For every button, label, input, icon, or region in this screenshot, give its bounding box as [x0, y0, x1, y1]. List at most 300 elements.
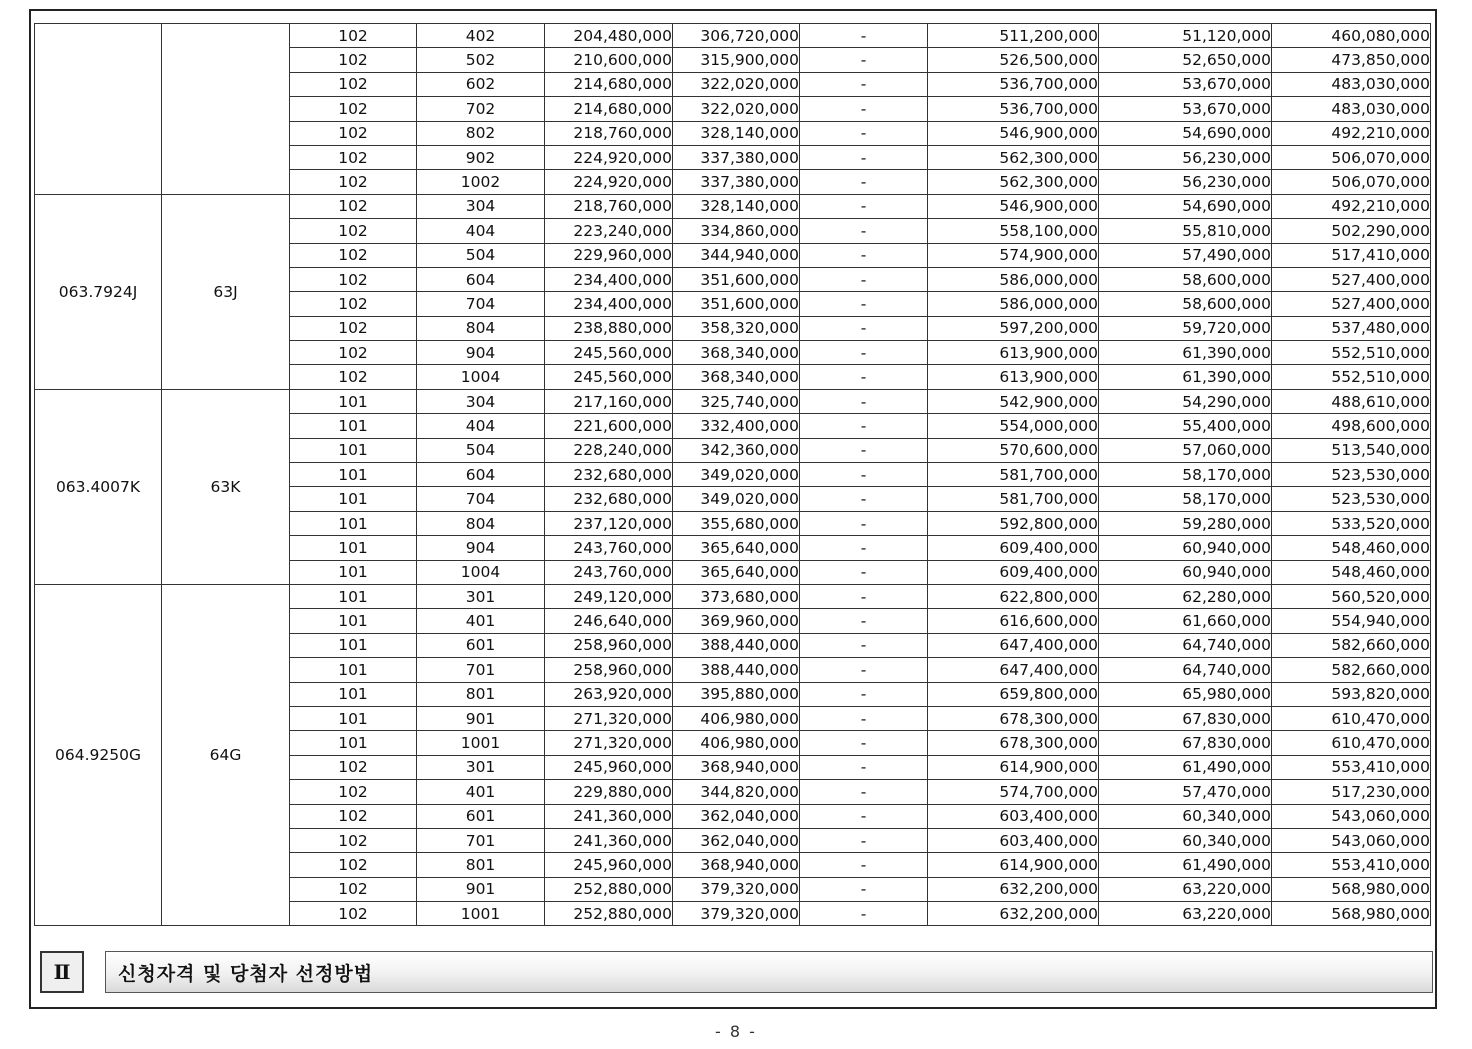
building-cell: 322,020,000 — [673, 72, 800, 96]
dong-cell: 102 — [290, 853, 417, 877]
balance-cell: 483,030,000 — [1272, 97, 1431, 121]
option-cell: - — [800, 804, 928, 828]
dong-cell: 101 — [290, 658, 417, 682]
total-cell: 574,900,000 — [928, 243, 1099, 267]
land-cell: 249,120,000 — [545, 584, 673, 608]
deposit-cell: 61,390,000 — [1099, 365, 1272, 389]
land-cell: 271,320,000 — [545, 731, 673, 755]
building-cell: 365,640,000 — [673, 560, 800, 584]
deposit-cell: 61,490,000 — [1099, 853, 1272, 877]
option-cell: - — [800, 584, 928, 608]
option-cell: - — [800, 24, 928, 48]
building-cell: 368,340,000 — [673, 365, 800, 389]
deposit-cell: 61,390,000 — [1099, 341, 1272, 365]
balance-cell: 523,530,000 — [1272, 463, 1431, 487]
land-cell: 237,120,000 — [545, 511, 673, 535]
building-cell: 351,600,000 — [673, 292, 800, 316]
land-cell: 243,760,000 — [545, 536, 673, 560]
section-number: Ⅱ — [40, 951, 84, 993]
building-cell: 349,020,000 — [673, 487, 800, 511]
dong-cell: 102 — [290, 24, 417, 48]
land-cell: 245,960,000 — [545, 853, 673, 877]
total-cell: 536,700,000 — [928, 72, 1099, 96]
deposit-cell: 55,400,000 — [1099, 414, 1272, 438]
option-cell: - — [800, 536, 928, 560]
total-cell: 554,000,000 — [928, 414, 1099, 438]
option-cell: - — [800, 243, 928, 267]
land-cell: 245,560,000 — [545, 365, 673, 389]
balance-cell: 582,660,000 — [1272, 658, 1431, 682]
ho-cell: 1004 — [417, 560, 545, 584]
building-cell: 362,040,000 — [673, 828, 800, 852]
ho-cell: 801 — [417, 853, 545, 877]
ho-cell: 704 — [417, 292, 545, 316]
land-cell: 263,920,000 — [545, 682, 673, 706]
option-cell: - — [800, 658, 928, 682]
dong-cell: 102 — [290, 145, 417, 169]
deposit-cell: 58,600,000 — [1099, 267, 1272, 291]
land-cell: 252,880,000 — [545, 902, 673, 926]
ho-cell: 701 — [417, 658, 545, 682]
page-frame — [29, 9, 1437, 1009]
option-cell: - — [800, 828, 928, 852]
balance-cell: 548,460,000 — [1272, 560, 1431, 584]
dong-cell: 101 — [290, 511, 417, 535]
total-cell: 542,900,000 — [928, 389, 1099, 413]
option-cell: - — [800, 487, 928, 511]
building-cell: 369,960,000 — [673, 609, 800, 633]
land-cell: 252,880,000 — [545, 877, 673, 901]
option-cell: - — [800, 755, 928, 779]
dong-cell: 102 — [290, 243, 417, 267]
option-cell: - — [800, 706, 928, 730]
deposit-cell: 63,220,000 — [1099, 902, 1272, 926]
total-cell: 622,800,000 — [928, 584, 1099, 608]
total-cell: 659,800,000 — [928, 682, 1099, 706]
deposit-cell: 53,670,000 — [1099, 97, 1272, 121]
ho-cell: 801 — [417, 682, 545, 706]
type-cell: 63J — [162, 194, 290, 389]
deposit-cell: 64,740,000 — [1099, 633, 1272, 657]
option-cell: - — [800, 316, 928, 340]
balance-cell: 568,980,000 — [1272, 877, 1431, 901]
ho-cell: 904 — [417, 341, 545, 365]
deposit-cell: 59,280,000 — [1099, 511, 1272, 535]
deposit-cell: 67,830,000 — [1099, 731, 1272, 755]
price-table-body — [35, 24, 1431, 926]
ho-cell: 804 — [417, 511, 545, 535]
deposit-cell: 57,470,000 — [1099, 780, 1272, 804]
total-cell: 546,900,000 — [928, 121, 1099, 145]
dong-cell: 102 — [290, 219, 417, 243]
dong-cell: 102 — [290, 97, 417, 121]
dong-cell: 101 — [290, 438, 417, 462]
ho-cell: 404 — [417, 414, 545, 438]
section-title: 신청자격 및 당첨자 선정방법 — [105, 951, 1433, 993]
dong-cell: 102 — [290, 902, 417, 926]
dong-cell: 101 — [290, 487, 417, 511]
dong-cell: 101 — [290, 389, 417, 413]
deposit-cell: 63,220,000 — [1099, 877, 1272, 901]
total-cell: 609,400,000 — [928, 536, 1099, 560]
table-row — [35, 194, 1431, 218]
deposit-cell: 59,720,000 — [1099, 316, 1272, 340]
deposit-cell: 62,280,000 — [1099, 584, 1272, 608]
ho-cell: 802 — [417, 121, 545, 145]
dong-cell: 102 — [290, 292, 417, 316]
option-cell: - — [800, 219, 928, 243]
land-cell: 245,960,000 — [545, 755, 673, 779]
option-cell: - — [800, 902, 928, 926]
balance-cell: 593,820,000 — [1272, 682, 1431, 706]
total-cell: 586,000,000 — [928, 267, 1099, 291]
deposit-cell: 58,600,000 — [1099, 292, 1272, 316]
ho-cell: 601 — [417, 633, 545, 657]
deposit-cell: 58,170,000 — [1099, 463, 1272, 487]
building-cell: 358,320,000 — [673, 316, 800, 340]
total-cell: 536,700,000 — [928, 97, 1099, 121]
ho-cell: 602 — [417, 72, 545, 96]
ho-cell: 401 — [417, 780, 545, 804]
ho-cell: 901 — [417, 877, 545, 901]
ho-cell: 401 — [417, 609, 545, 633]
option-cell: - — [800, 853, 928, 877]
dong-cell: 101 — [290, 609, 417, 633]
land-cell: 229,880,000 — [545, 780, 673, 804]
land-cell: 218,760,000 — [545, 121, 673, 145]
total-cell: 562,300,000 — [928, 170, 1099, 194]
dong-cell: 101 — [290, 706, 417, 730]
building-cell: 368,940,000 — [673, 755, 800, 779]
building-cell: 355,680,000 — [673, 511, 800, 535]
building-cell: 328,140,000 — [673, 121, 800, 145]
option-cell: - — [800, 609, 928, 633]
balance-cell: 498,600,000 — [1272, 414, 1431, 438]
building-cell: 328,140,000 — [673, 194, 800, 218]
dong-cell: 101 — [290, 633, 417, 657]
dong-cell: 102 — [290, 316, 417, 340]
balance-cell: 568,980,000 — [1272, 902, 1431, 926]
total-cell: 597,200,000 — [928, 316, 1099, 340]
building-cell: 388,440,000 — [673, 633, 800, 657]
balance-cell: 523,530,000 — [1272, 487, 1431, 511]
dong-cell: 102 — [290, 755, 417, 779]
land-cell: 234,400,000 — [545, 292, 673, 316]
building-cell: 362,040,000 — [673, 804, 800, 828]
balance-cell: 553,410,000 — [1272, 853, 1431, 877]
deposit-cell: 58,170,000 — [1099, 487, 1272, 511]
ho-cell: 504 — [417, 438, 545, 462]
dong-cell: 102 — [290, 121, 417, 145]
building-cell: 337,380,000 — [673, 170, 800, 194]
land-cell: 258,960,000 — [545, 658, 673, 682]
balance-cell: 517,410,000 — [1272, 243, 1431, 267]
dong-cell: 102 — [290, 72, 417, 96]
total-cell: 581,700,000 — [928, 463, 1099, 487]
land-cell: 238,880,000 — [545, 316, 673, 340]
balance-cell: 488,610,000 — [1272, 389, 1431, 413]
table-row — [35, 24, 1431, 48]
total-cell: 647,400,000 — [928, 633, 1099, 657]
option-cell: - — [800, 414, 928, 438]
price-table — [34, 23, 1431, 926]
total-cell: 609,400,000 — [928, 560, 1099, 584]
balance-cell: 506,070,000 — [1272, 145, 1431, 169]
building-cell: 322,020,000 — [673, 97, 800, 121]
total-cell: 616,600,000 — [928, 609, 1099, 633]
ho-cell: 901 — [417, 706, 545, 730]
option-cell: - — [800, 511, 928, 535]
dong-cell: 102 — [290, 48, 417, 72]
total-cell: 562,300,000 — [928, 145, 1099, 169]
dong-cell: 102 — [290, 170, 417, 194]
ho-cell: 702 — [417, 97, 545, 121]
land-cell: 232,680,000 — [545, 487, 673, 511]
option-cell: - — [800, 170, 928, 194]
deposit-cell: 60,340,000 — [1099, 828, 1272, 852]
option-cell: - — [800, 145, 928, 169]
building-cell: 332,400,000 — [673, 414, 800, 438]
dong-cell: 102 — [290, 194, 417, 218]
building-cell: 388,440,000 — [673, 658, 800, 682]
dong-cell: 101 — [290, 463, 417, 487]
building-cell: 406,980,000 — [673, 706, 800, 730]
ho-cell: 902 — [417, 145, 545, 169]
land-cell: 204,480,000 — [545, 24, 673, 48]
deposit-cell: 64,740,000 — [1099, 658, 1272, 682]
total-cell: 678,300,000 — [928, 731, 1099, 755]
deposit-cell: 65,980,000 — [1099, 682, 1272, 706]
ho-cell: 704 — [417, 487, 545, 511]
total-cell: 678,300,000 — [928, 706, 1099, 730]
balance-cell: 610,470,000 — [1272, 706, 1431, 730]
total-cell: 603,400,000 — [928, 804, 1099, 828]
total-cell: 647,400,000 — [928, 658, 1099, 682]
balance-cell: 517,230,000 — [1272, 780, 1431, 804]
land-cell: 214,680,000 — [545, 97, 673, 121]
balance-cell: 548,460,000 — [1272, 536, 1431, 560]
dong-cell: 102 — [290, 341, 417, 365]
deposit-cell: 57,490,000 — [1099, 243, 1272, 267]
balance-cell: 473,850,000 — [1272, 48, 1431, 72]
total-cell: 581,700,000 — [928, 487, 1099, 511]
option-cell: - — [800, 389, 928, 413]
land-cell: 217,160,000 — [545, 389, 673, 413]
land-cell: 214,680,000 — [545, 72, 673, 96]
option-cell: - — [800, 877, 928, 901]
deposit-cell: 51,120,000 — [1099, 24, 1272, 48]
ho-cell: 304 — [417, 194, 545, 218]
total-cell: 632,200,000 — [928, 902, 1099, 926]
total-cell: 613,900,000 — [928, 365, 1099, 389]
option-cell: - — [800, 560, 928, 584]
type-cell: 63K — [162, 389, 290, 584]
deposit-cell: 56,230,000 — [1099, 145, 1272, 169]
building-cell: 325,740,000 — [673, 389, 800, 413]
dong-cell: 102 — [290, 780, 417, 804]
building-cell: 395,880,000 — [673, 682, 800, 706]
building-cell: 365,640,000 — [673, 536, 800, 560]
option-cell: - — [800, 463, 928, 487]
dong-cell: 102 — [290, 804, 417, 828]
table-row — [35, 389, 1431, 413]
ho-cell: 604 — [417, 267, 545, 291]
deposit-cell: 61,490,000 — [1099, 755, 1272, 779]
balance-cell: 543,060,000 — [1272, 828, 1431, 852]
deposit-cell: 56,230,000 — [1099, 170, 1272, 194]
land-cell: 245,560,000 — [545, 341, 673, 365]
balance-cell: 582,660,000 — [1272, 633, 1431, 657]
page-number: - 8 - — [715, 1022, 757, 1041]
balance-cell: 610,470,000 — [1272, 731, 1431, 755]
ho-cell: 404 — [417, 219, 545, 243]
option-cell: - — [800, 365, 928, 389]
dong-cell: 102 — [290, 267, 417, 291]
type-cell — [162, 24, 290, 195]
total-cell: 511,200,000 — [928, 24, 1099, 48]
building-cell: 344,940,000 — [673, 243, 800, 267]
ho-cell: 402 — [417, 24, 545, 48]
deposit-cell: 54,290,000 — [1099, 389, 1272, 413]
building-cell: 349,020,000 — [673, 463, 800, 487]
building-cell: 351,600,000 — [673, 267, 800, 291]
building-cell: 342,360,000 — [673, 438, 800, 462]
balance-cell: 527,400,000 — [1272, 292, 1431, 316]
deposit-cell: 55,810,000 — [1099, 219, 1272, 243]
land-cell: 210,600,000 — [545, 48, 673, 72]
ho-cell: 1002 — [417, 170, 545, 194]
option-cell: - — [800, 633, 928, 657]
option-cell: - — [800, 194, 928, 218]
building-cell: 368,940,000 — [673, 853, 800, 877]
dong-cell: 101 — [290, 682, 417, 706]
model-cell: 063.4007K — [35, 389, 162, 584]
balance-cell: 553,410,000 — [1272, 755, 1431, 779]
land-cell: 258,960,000 — [545, 633, 673, 657]
ho-cell: 301 — [417, 755, 545, 779]
deposit-cell: 53,670,000 — [1099, 72, 1272, 96]
dong-cell: 101 — [290, 414, 417, 438]
total-cell: 586,000,000 — [928, 292, 1099, 316]
land-cell: 229,960,000 — [545, 243, 673, 267]
option-cell: - — [800, 780, 928, 804]
land-cell: 218,760,000 — [545, 194, 673, 218]
deposit-cell: 54,690,000 — [1099, 121, 1272, 145]
dong-cell: 101 — [290, 560, 417, 584]
balance-cell: 483,030,000 — [1272, 72, 1431, 96]
land-cell: 232,680,000 — [545, 463, 673, 487]
building-cell: 379,320,000 — [673, 877, 800, 901]
ho-cell: 304 — [417, 389, 545, 413]
ho-cell: 301 — [417, 584, 545, 608]
ho-cell: 1001 — [417, 902, 545, 926]
ho-cell: 502 — [417, 48, 545, 72]
option-cell: - — [800, 48, 928, 72]
total-cell: 592,800,000 — [928, 511, 1099, 535]
ho-cell: 504 — [417, 243, 545, 267]
total-cell: 614,900,000 — [928, 853, 1099, 877]
building-cell: 344,820,000 — [673, 780, 800, 804]
ho-cell: 601 — [417, 804, 545, 828]
balance-cell: 527,400,000 — [1272, 267, 1431, 291]
total-cell: 558,100,000 — [928, 219, 1099, 243]
land-cell: 224,920,000 — [545, 170, 673, 194]
total-cell: 526,500,000 — [928, 48, 1099, 72]
deposit-cell: 61,660,000 — [1099, 609, 1272, 633]
balance-cell: 502,290,000 — [1272, 219, 1431, 243]
deposit-cell: 60,940,000 — [1099, 536, 1272, 560]
balance-cell: 543,060,000 — [1272, 804, 1431, 828]
option-cell: - — [800, 292, 928, 316]
ho-cell: 1001 — [417, 731, 545, 755]
model-cell: 063.7924J — [35, 194, 162, 389]
model-cell — [35, 24, 162, 195]
land-cell: 224,920,000 — [545, 145, 673, 169]
dong-cell: 102 — [290, 877, 417, 901]
model-cell: 064.9250G — [35, 584, 162, 925]
ho-cell: 904 — [417, 536, 545, 560]
building-cell: 406,980,000 — [673, 731, 800, 755]
balance-cell: 513,540,000 — [1272, 438, 1431, 462]
total-cell: 614,900,000 — [928, 755, 1099, 779]
option-cell: - — [800, 267, 928, 291]
land-cell: 228,240,000 — [545, 438, 673, 462]
building-cell: 315,900,000 — [673, 48, 800, 72]
dong-cell: 101 — [290, 536, 417, 560]
deposit-cell: 60,340,000 — [1099, 804, 1272, 828]
land-cell: 223,240,000 — [545, 219, 673, 243]
option-cell: - — [800, 121, 928, 145]
building-cell: 368,340,000 — [673, 341, 800, 365]
land-cell: 271,320,000 — [545, 706, 673, 730]
land-cell: 221,600,000 — [545, 414, 673, 438]
building-cell: 306,720,000 — [673, 24, 800, 48]
balance-cell: 506,070,000 — [1272, 170, 1431, 194]
balance-cell: 552,510,000 — [1272, 365, 1431, 389]
deposit-cell: 67,830,000 — [1099, 706, 1272, 730]
option-cell: - — [800, 341, 928, 365]
option-cell: - — [800, 97, 928, 121]
section-header — [40, 951, 1434, 997]
balance-cell: 552,510,000 — [1272, 341, 1431, 365]
total-cell: 546,900,000 — [928, 194, 1099, 218]
balance-cell: 554,940,000 — [1272, 609, 1431, 633]
total-cell: 603,400,000 — [928, 828, 1099, 852]
balance-cell: 560,520,000 — [1272, 584, 1431, 608]
balance-cell: 460,080,000 — [1272, 24, 1431, 48]
balance-cell: 533,520,000 — [1272, 511, 1431, 535]
total-cell: 613,900,000 — [928, 341, 1099, 365]
building-cell: 379,320,000 — [673, 902, 800, 926]
ho-cell: 804 — [417, 316, 545, 340]
land-cell: 241,360,000 — [545, 828, 673, 852]
ho-cell: 701 — [417, 828, 545, 852]
table-row — [35, 584, 1431, 608]
balance-cell: 492,210,000 — [1272, 194, 1431, 218]
option-cell: - — [800, 438, 928, 462]
option-cell: - — [800, 731, 928, 755]
type-cell: 64G — [162, 584, 290, 925]
dong-cell: 101 — [290, 584, 417, 608]
deposit-cell: 60,940,000 — [1099, 560, 1272, 584]
land-cell: 241,360,000 — [545, 804, 673, 828]
deposit-cell: 54,690,000 — [1099, 194, 1272, 218]
building-cell: 334,860,000 — [673, 219, 800, 243]
dong-cell: 102 — [290, 828, 417, 852]
land-cell: 243,760,000 — [545, 560, 673, 584]
balance-cell: 492,210,000 — [1272, 121, 1431, 145]
land-cell: 234,400,000 — [545, 267, 673, 291]
